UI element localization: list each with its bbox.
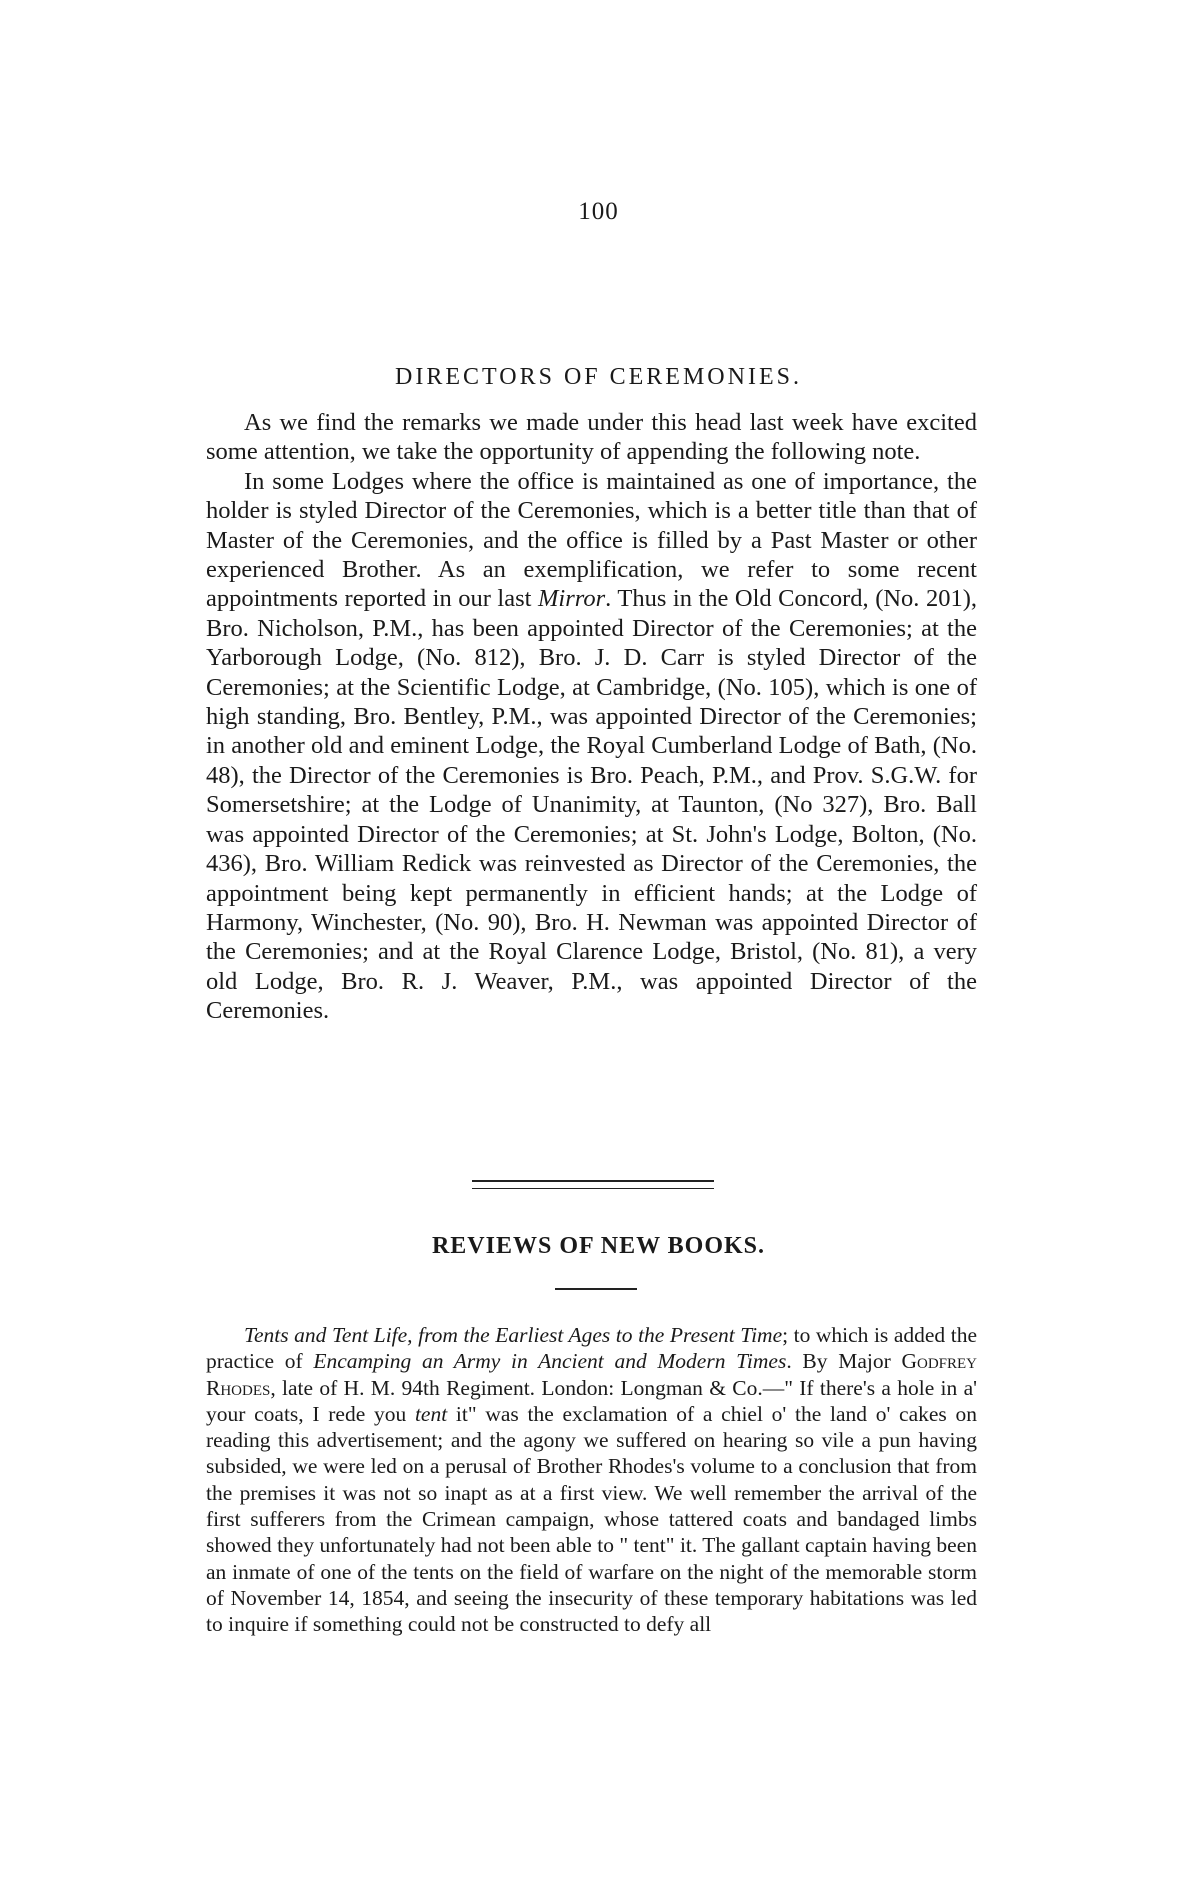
review-text-1: ; to which is added the practice of (206, 1323, 977, 1374)
review-article-body (206, 1322, 977, 1638)
book-author-name: Godfrey Rhodes (206, 1349, 978, 1400)
review-text-3: , late of H. M. 94th Regiment. London: Longman & Co.—" If there's a hole in a' your coats, I rede you (206, 1375, 977, 1426)
tent-word-emphasis: tent (414, 1401, 448, 1426)
directors-paragraph-2-text-a: In some Lodges where the office is maintained as one of importance, the holder is styled Director of the Ceremonies, which is a better title than that of Master of the Ceremonies, and the office is filled by a Past Master or other experienced Brother. As an exemplification, we refer to some recent appointments reported in our last (206, 467, 977, 613)
directors-paragraph-1: As we find the remarks we made under this head last week have excited some attention, we take the opportunity of appending the following note. (206, 409, 977, 466)
directors-paragraph-2-text-b: . Thus in the Old Concord, (No. 201), Bro. Nicholson, P.M., has been appointed Director of the Ceremonies; at the Yarborough Lodge, (No. 812), Bro. J. D. Carr is styled Director of the Ceremonies; at the Scientific Lodge, at Cambridge, (No. 105), which is one of high standing, Bro. Bentley, P.M., was appointed Director of the Ceremonies; in another old and eminent Lodge, the Royal Cumberland Lodge of Bath, (No. 48), the Director of the Ceremonies is Bro. Peach, P.M., and Prov. S.G.W. for Somersetshire; at the Lodge of Unanimity, at Taunton, (No 327), Bro. Ball was appointed Director of the Ceremonies; at St. John's Lodge, Bolton, (No. 436), Bro. William Redick was reinvested as Director of the Ceremonies, the appointment being kept permanently in efficient hands; at the Lodge of Harmony, Winchester, (No. 90), Bro. H. Newman was appointed Director of the Ceremonies; and at the Royal Clarence Lodge, Bristol, (No. 81), a very old Lodge, Bro. R. J. Weaver, P.M., was appointed Director of the Ceremonies. (206, 585, 977, 1025)
section-divider-double-rule (472, 1180, 714, 1189)
section-title-reviews-of-new-books: REVIEWS OF NEW BOOKS. (431, 1233, 766, 1259)
section-title-directors-of-ceremonies: DIRECTORS OF CEREMONIES. (395, 364, 802, 390)
review-paragraph-1 (206, 1322, 977, 1638)
review-text-4: it" was the exclamation of a chiel o' the land o' cakes on reading this advertisement; and the agony we suffered on hearing so vile a pun having subsided, we were led on a perusal of Brother Rhodes's volume to a conclusion that from the premises it was not so inapt as at a first view. We well remember the arrival of the first sufferers from the Crimean campaign, whose tattered coats and bandaged limbs showed they unfortunately had not been able to " tent" it. The gallant captain having been an inmate of one of the tents on the field of warfare on the night of the memorable storm of November 14, 1854, and seeing the insecurity of these temporary habitations was led to inquire if something could not be constructed to defy all (206, 1401, 978, 1637)
directors-paragraph-2 (206, 467, 977, 1026)
directors-article-body (206, 408, 977, 1026)
reviewed-practice-title: Encamping an Army in Ancient and Modern Times (313, 1349, 787, 1374)
review-text-2: . By Major (786, 1349, 902, 1374)
title-underline-rule (555, 1288, 637, 1290)
reviewed-book-title: Tents and Tent Life, from the Earliest Ages to the Present Time (244, 1323, 783, 1347)
mirror-publication-title: Mirror (537, 585, 606, 613)
page-number: 100 (578, 198, 619, 225)
